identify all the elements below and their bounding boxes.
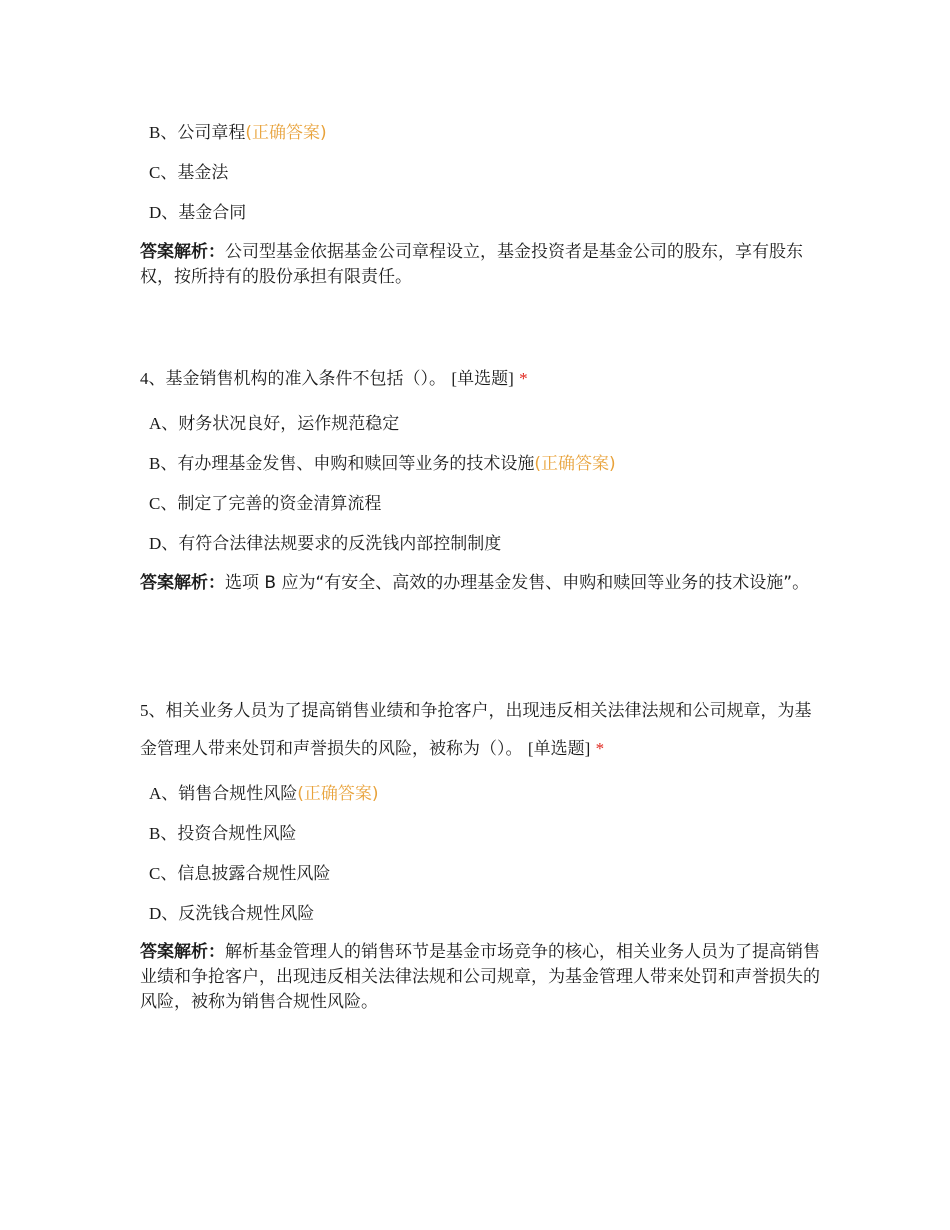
question-number: 4、	[140, 369, 166, 388]
answer-analysis	[140, 240, 820, 290]
required-marker: *	[519, 369, 528, 388]
option-text: 基金法	[177, 163, 229, 183]
option-d[interactable]	[149, 903, 314, 925]
correct-answer-mark: (正确答案)	[245, 123, 327, 143]
option-letter: D、	[149, 203, 179, 222]
option-c[interactable]	[149, 162, 228, 184]
option-text: 反洗钱合规性风险	[178, 904, 315, 924]
question-text: 相关业务人员为了提高销售业绩和争抢客户，出现违反相关法律法规和公司规章，为基金管理人带来处罚和声誉损失的风险，被称为（）。	[140, 701, 812, 759]
option-letter: C、	[149, 494, 178, 513]
option-b[interactable]	[149, 122, 327, 144]
option-letter: A、	[149, 784, 179, 803]
option-c[interactable]	[149, 863, 330, 885]
option-letter: C、	[149, 864, 178, 883]
option-letter: B、	[149, 123, 178, 142]
option-text: 公司章程	[177, 123, 246, 143]
option-d[interactable]	[149, 533, 501, 555]
question-text: 基金销售机构的准入条件不包括（）。	[165, 369, 446, 389]
option-text: 基金合同	[178, 203, 247, 223]
option-text: 信息披露合规性风险	[177, 864, 331, 884]
option-a[interactable]	[149, 783, 379, 805]
option-text: 销售合规性风险	[178, 784, 298, 804]
analysis-label: 答案解析：	[140, 942, 225, 962]
answer-analysis	[140, 940, 820, 1015]
option-letter: D、	[149, 534, 179, 553]
answer-analysis	[140, 571, 820, 596]
question-title	[140, 692, 820, 768]
analysis-text: 解析基金管理人的销售环节是基金市场竞争的核心，相关业务人员为了提高销售业绩和争抢客户，出现违反相关法律法规和公司规章，为基金管理人带来处罚和声誉损失的风险，被称为销售合规性风险。	[140, 942, 820, 1012]
option-text: 有办理基金发售、申购和赎回等业务的技术设施	[177, 454, 535, 474]
correct-answer-mark: (正确答案)	[297, 784, 379, 804]
analysis-text: 公司型基金依据基金公司章程设立，基金投资者是基金公司的股东，享有股东权，按所持有的股份承担有限责任。	[140, 242, 803, 287]
option-text: 有符合法律法规要求的反洗钱内部控制制度	[178, 534, 502, 554]
analysis-label: 答案解析：	[140, 242, 225, 262]
option-letter: B、	[149, 454, 178, 473]
option-letter: D、	[149, 904, 179, 923]
correct-answer-mark: (正确答案)	[534, 454, 616, 474]
option-a[interactable]	[149, 413, 399, 435]
required-marker: *	[595, 739, 605, 758]
question-title	[140, 360, 820, 398]
analysis-text: 选项 B 应为“有安全、高效的办理基金发售、申购和赎回等业务的技术设施”。	[225, 573, 810, 593]
question-number: 5、	[140, 701, 166, 720]
option-c[interactable]	[149, 493, 381, 515]
option-d[interactable]	[149, 202, 246, 224]
question-type: [单选题]	[527, 739, 591, 758]
analysis-label: 答案解析：	[140, 573, 225, 593]
option-text: 投资合规性风险	[177, 824, 297, 844]
question-type: [单选题]	[451, 369, 514, 388]
option-b[interactable]	[149, 823, 296, 845]
option-b[interactable]	[149, 453, 616, 475]
option-letter: B、	[149, 824, 178, 843]
option-text: 财务状况良好，运作规范稳定	[178, 414, 400, 434]
option-letter: A、	[149, 414, 179, 433]
option-text: 制定了完善的资金清算流程	[177, 494, 382, 514]
option-letter: C、	[149, 163, 178, 182]
